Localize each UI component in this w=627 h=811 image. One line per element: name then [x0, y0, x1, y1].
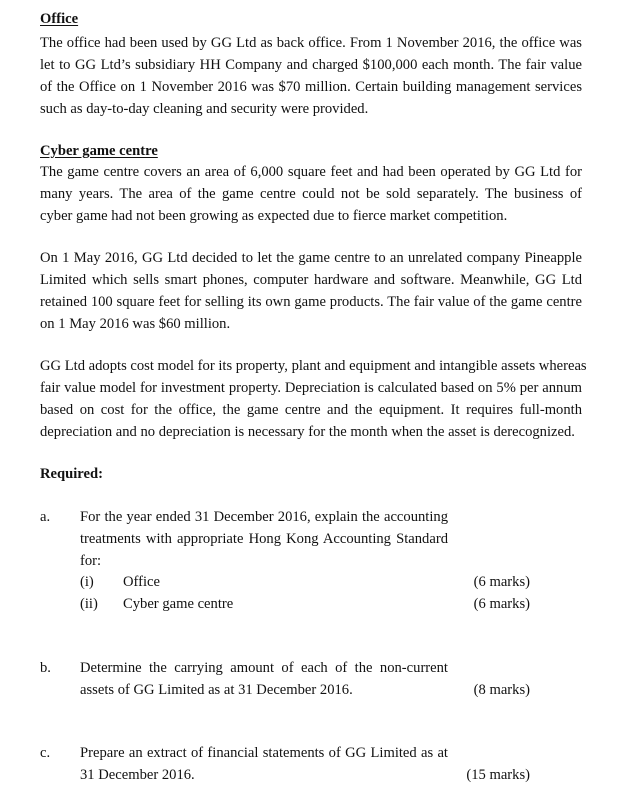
cyber-para3-line: fair value model for investment property. Depreciation is calculated based on 5% per annum: [40, 380, 582, 396]
question-a-line: For the year ended 31 December 2016, explain the accounting: [80, 509, 448, 525]
office-line: The office had been used by GG Ltd as back office. From 1 November 2016, the office was: [40, 35, 582, 51]
question-a-sub-marks: (6 marks): [473, 596, 530, 612]
question-c-marks: (15 marks): [466, 767, 530, 783]
cyber-para1-line: many years. The area of the game centre could not be sold separately. The business of: [40, 186, 582, 202]
cyber-para3-line: GG Ltd adopts cost model for its property, plant and equipment and intangible assets whereas: [40, 358, 587, 374]
cyber-para3-line: depreciation and no depreciation is necessary for the month when the asset is derecognized.: [40, 424, 575, 440]
cyber-para1-line: The game centre covers an area of 6,000 square feet and had been operated by GG Ltd for: [40, 164, 582, 180]
question-c-line: Prepare an extract of financial statements of GG Limited as at: [80, 745, 448, 761]
cyber-para2-line: on 1 May 2016 was $60 million.: [40, 316, 231, 332]
office-line: of the Office on 1 November 2016 was $70 million. Certain building management services: [40, 79, 582, 95]
question-b-label: b.: [40, 660, 51, 676]
cyber-para2-line: Limited which sells smart phones, computer hardware and software. Meanwhile, GG Ltd: [40, 272, 582, 288]
office-heading: Office: [40, 11, 79, 27]
question-b-line: Determine the carrying amount of each of the non-current: [80, 660, 448, 676]
cyber-heading: Cyber game centre: [40, 143, 158, 159]
question-b-line: assets of GG Limited as at 31 December 2016.: [80, 682, 353, 698]
office-line: such as day-to-day cleaning and security were provided.: [40, 101, 369, 117]
question-a-sub-num: (i): [80, 574, 94, 590]
question-a-sub-text: Office: [123, 574, 161, 590]
question-a-sub-marks: (6 marks): [473, 574, 530, 590]
question-a-label: a.: [40, 509, 51, 525]
question-a-sub-text: Cyber game centre: [123, 596, 234, 612]
question-a-line: treatments with appropriate Hong Kong Accounting Standard: [80, 531, 448, 547]
question-b-marks: (8 marks): [473, 682, 530, 698]
question-a-sub-num: (ii): [80, 596, 98, 612]
cyber-para1-line: cyber game had not been growing as expected due to fierce market competition.: [40, 208, 508, 224]
question-c-line: 31 December 2016.: [80, 767, 195, 783]
required-heading: Required:: [40, 466, 103, 482]
office-line: let to GG Ltd’s subsidiary HH Company and charged $100,000 each month. The fair value: [40, 57, 582, 73]
question-c-label: c.: [40, 745, 51, 761]
cyber-para3-line: based on cost for the office, the game centre and the equipment. It requires full-month: [40, 402, 582, 418]
question-a-line: for:: [80, 553, 102, 569]
cyber-para2-line: On 1 May 2016, GG Ltd decided to let the game centre to an unrelated company Pineapple: [40, 250, 582, 266]
cyber-para2-line: retained 100 square feet for selling its own game products. The fair value of the game centre: [40, 294, 582, 310]
